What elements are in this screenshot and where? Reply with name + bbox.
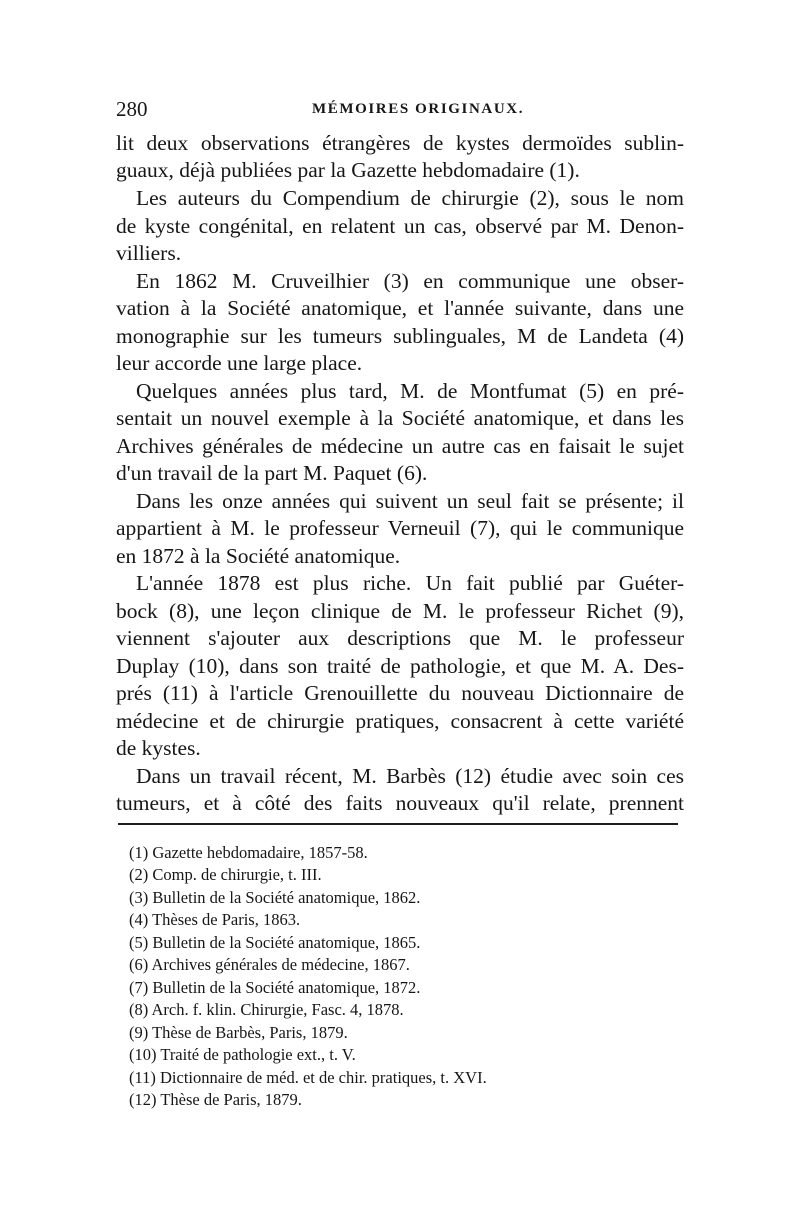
body-line: Dans les onze années qui suivent un seul fait se présente; il — [136, 489, 684, 513]
body-line: lit deux observations étrangères de kystes dermoïdes sublin- — [116, 131, 684, 155]
body-line: de kyste congénital, en relatent un cas, observé par M. Denon- — [116, 214, 684, 238]
body-line: sentait un nouvel exemple à la Société anatomique, et dans les — [116, 406, 684, 430]
body-line: leur accorde une large place. — [116, 351, 363, 375]
body-line: Dans un travail récent, M. Barbès (12) étudie avec soin ces — [136, 764, 684, 788]
body-line: tumeurs, et à côté des faits nouveaux qu'il relate, prennent — [116, 791, 684, 815]
body-line: monographie sur les tumeurs sublinguales, M de Landeta (4) — [116, 324, 684, 348]
body-line: guaux, déjà publiées par la Gazette hebdomadaire (1). — [116, 158, 580, 182]
footnote: (9) Thèse de Barbès, Paris, 1879. — [129, 1023, 348, 1042]
footnote: (1) Gazette hebdomadaire, 1857-58. — [129, 843, 368, 862]
body-line: Archives générales de médecine un autre cas en faisait le sujet — [116, 434, 684, 458]
footnote: (2) Comp. de chirurgie, t. III. — [129, 865, 322, 884]
footnote: (5) Bulletin de la Société anatomique, 1865. — [129, 933, 421, 952]
body-line: vation à la Société anatomique, et l'année suivante, dans une — [116, 296, 684, 320]
body-line: Quelques années plus tard, M. de Montfumat (5) en pré- — [136, 379, 684, 403]
body-line: médecine et de chirurgie pratiques, consacrent à cette variété — [116, 709, 684, 733]
body-line: bock (8), une leçon clinique de M. le professeur Richet (9), — [116, 599, 684, 623]
body-line: L'année 1878 est plus riche. Un fait publié par Guéter- — [136, 571, 684, 595]
body-line: en 1872 à la Société anatomique. — [116, 544, 401, 568]
body-line: En 1862 M. Cruveilhier (3) en communique une obser- — [136, 269, 684, 293]
running-title: MÉMOIRES ORIGINAUX. — [311, 101, 525, 117]
footnote: (7) Bulletin de la Société anatomique, 1872. — [129, 978, 421, 997]
body-line: prés (11) à l'article Grenouillette du nouveau Dictionnaire de — [116, 681, 684, 705]
footnote: (6) Archives générales de médecine, 1867. — [129, 955, 410, 974]
footnote: (10) Traité de pathologie ext., t. V. — [129, 1045, 356, 1064]
footnote: (11) Dictionnaire de méd. et de chir. pratiques, t. XVI. — [129, 1068, 487, 1087]
page-number: 280 — [116, 97, 148, 121]
footnote: (8) Arch. f. klin. Chirurgie, Fasc. 4, 1878. — [129, 1000, 404, 1019]
body-line: viennent s'ajouter aux descriptions que M. le professeur — [116, 626, 684, 650]
body-line: Les auteurs du Compendium de chirurgie (2), sous le nom — [136, 186, 684, 210]
body-line: appartient à M. le professeur Verneuil (7), qui le communique — [116, 516, 684, 540]
footnote: (12) Thèse de Paris, 1879. — [129, 1090, 302, 1109]
footnote-separator — [118, 823, 678, 825]
body-line: d'un travail de la part M. Paquet (6). — [116, 461, 428, 485]
page-header — [116, 96, 684, 122]
body-line: de kystes. — [116, 736, 201, 760]
footnote: (4) Thèses de Paris, 1863. — [129, 910, 301, 929]
body-line: Duplay (10), dans son traité de pathologie, et que M. A. Des- — [116, 654, 684, 678]
footnote: (3) Bulletin de la Société anatomique, 1862. — [129, 888, 421, 907]
body-line: villiers. — [116, 241, 182, 265]
